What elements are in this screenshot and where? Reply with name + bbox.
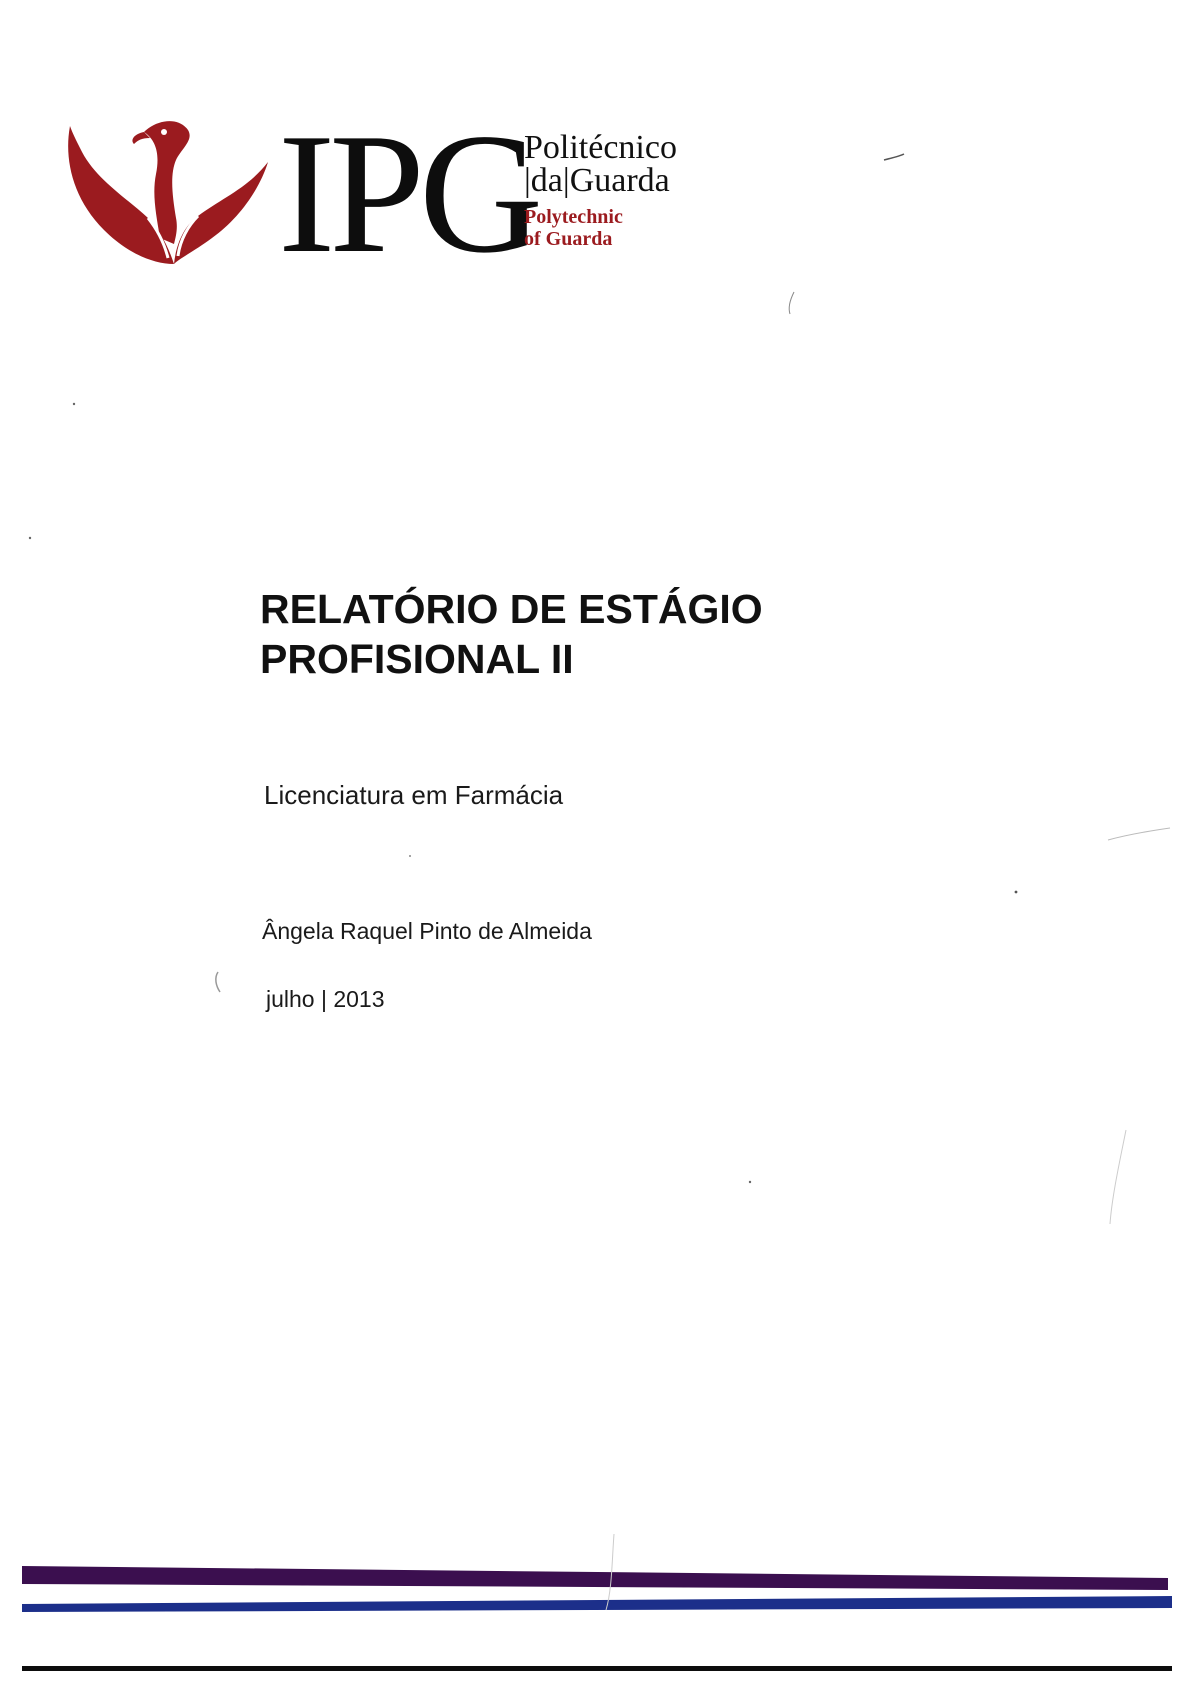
footer-stripe-blue bbox=[22, 1596, 1172, 1612]
institution-name-pt-line2: |da|Guarda bbox=[524, 162, 670, 199]
institution-name bbox=[524, 129, 677, 250]
institution-name-pt-line1: Politécnico bbox=[524, 129, 677, 166]
author-name: Ângela Raquel Pinto de Almeida bbox=[262, 918, 592, 944]
report-title-line1: RELATÓRIO DE ESTÁGIO bbox=[260, 586, 763, 632]
institution-name-en-line2: of Guarda bbox=[524, 228, 613, 250]
footer-stripe-purple bbox=[22, 1566, 1168, 1590]
footer-stripe-black bbox=[22, 1666, 1172, 1671]
report-title-line2: PROFISIONAL II bbox=[260, 636, 574, 682]
eagle-emblem-icon bbox=[64, 118, 274, 268]
institution-logo bbox=[64, 99, 704, 289]
institution-name-en-line1: Polytechnic bbox=[524, 206, 623, 228]
report-date: julho | 2013 bbox=[266, 986, 385, 1012]
logo-acronym: IPG bbox=[278, 99, 538, 289]
footer-stripes bbox=[0, 1540, 1190, 1680]
degree-program: Licenciatura em Farmácia bbox=[264, 780, 564, 810]
report-title bbox=[260, 584, 980, 684]
